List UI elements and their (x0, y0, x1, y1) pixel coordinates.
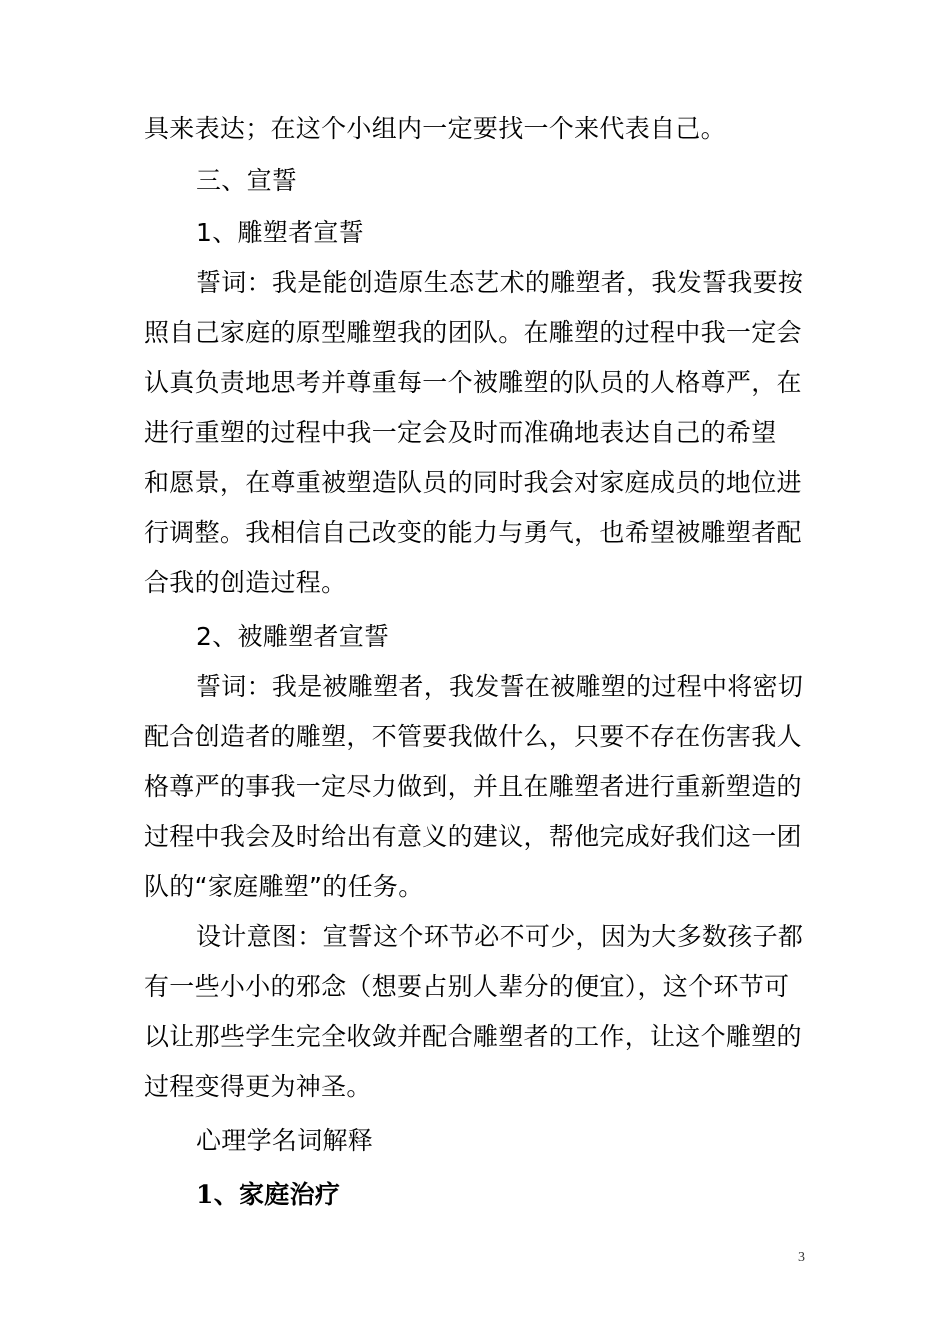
section-heading: 心理学名词解释 (196, 1126, 374, 1155)
text-line: 过程变得更为神圣。 (144, 1072, 372, 1101)
text-line: 设计意图：宣誓这个环节必不可少，因为大多数孩子都 (196, 922, 804, 951)
term-heading: 1、家庭治疗 (196, 1180, 341, 1209)
text-line: 进行重塑的过程中我一定会及时而准确地表达自己的希望 (144, 418, 777, 447)
text-line: 具来表达；在这个小组内一定要找一个来代表自己。 (144, 114, 726, 143)
text-line: 有一些小小的邪念（想要占别人辈分的便宜），这个环节可 (144, 972, 790, 1001)
text-line: 认真负责地思考并尊重每一个被雕塑的队员的人格尊严，在 (144, 368, 802, 397)
text-line: 行调整。我相信自己改变的能力与勇气，也希望被雕塑者配 (144, 518, 802, 547)
text-line: 誓词：我是能创造原生态艺术的雕塑者，我发誓我要按 (196, 268, 804, 297)
text-line: 照自己家庭的原型雕塑我的团队。在雕塑的过程中我一定会 (144, 318, 802, 347)
text-line: 格尊严的事我一定尽力做到，并且在雕塑者进行重新塑造的 (144, 772, 802, 801)
text-line: 配合创造者的雕塑，不管要我做什么，只要不存在伤害我人 (144, 722, 802, 751)
text-line: 和愿景，在尊重被塑造队员的同时我会对家庭成员的地位进 (144, 468, 802, 497)
subsection-heading: 2、被雕塑者宣誓 (196, 622, 390, 651)
document-body (144, 104, 810, 1220)
text-line: 合我的创造过程。 (144, 568, 347, 597)
section-heading: 三、宣誓 (196, 166, 298, 195)
text-line: 队的“家庭雕塑”的任务。 (144, 872, 424, 901)
text-line: 以让那些学生完全收敛并配合雕塑者的工作，让这个雕塑的 (144, 1022, 802, 1051)
subsection-heading: 1、雕塑者宣誓 (196, 218, 365, 247)
text-line: 誓词：我是被雕塑者，我发誓在被雕塑的过程中将密切 (196, 672, 804, 701)
page-number: 3 (798, 1250, 805, 1265)
text-line: 过程中我会及时给出有意义的建议，帮他完成好我们这一团 (144, 822, 802, 851)
